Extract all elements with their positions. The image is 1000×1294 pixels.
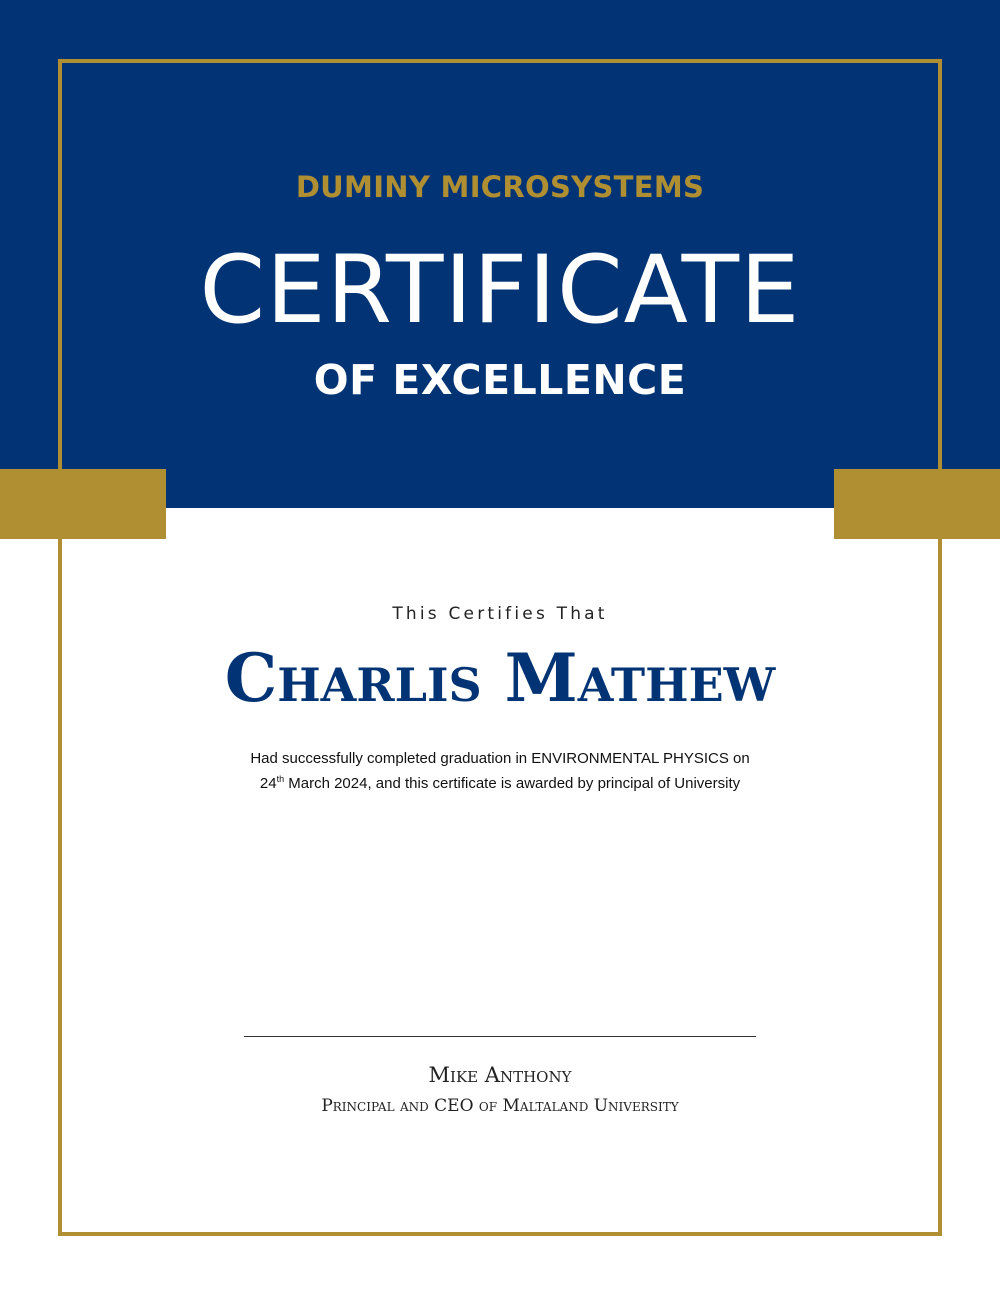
description-line-2-rest: March 2024, and this certificate is awarded by principal of University [284, 775, 741, 792]
signature-line [244, 1036, 756, 1037]
certificate-description [150, 746, 850, 796]
certificate-title: CERTIFICATE [199, 236, 801, 345]
left-gold-tab [0, 469, 166, 539]
signer-name: Mike Anthony [428, 1063, 572, 1087]
description-day: 24 [259, 775, 277, 792]
description-day-suffix: th [276, 774, 285, 784]
certifies-label: This Certifies That [392, 604, 608, 624]
right-gold-tab [834, 469, 1000, 539]
description-line-1: Had successfully completed graduation in ENVIRONMENTAL PHYSICS on [250, 750, 750, 767]
description-line-2 [150, 771, 850, 796]
recipient-name: Charlis Mathew [224, 639, 776, 717]
company-name: DUMINY MICROSYSTEMS [295, 170, 705, 204]
signer-title: Principal and CEO of Maltaland University [321, 1096, 679, 1116]
certificate-subtitle: OF EXCELLENCE [313, 356, 687, 404]
